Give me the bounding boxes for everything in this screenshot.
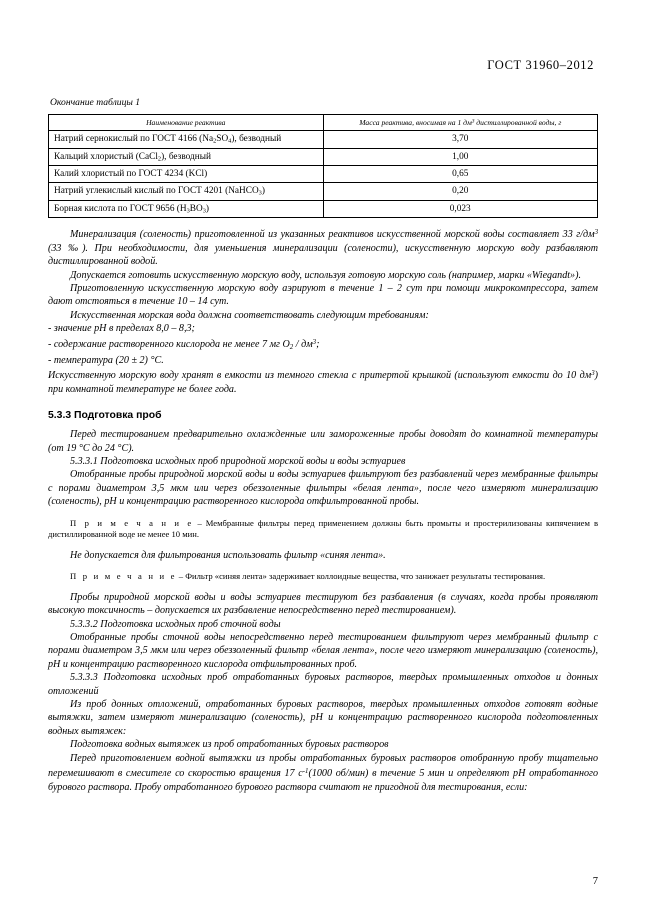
- paragraph-requirements-intro: Искусственная морская вода должна соответствовать следующим требованиям:: [70, 309, 429, 321]
- reagent-name: Натрий углекислый кислый по ГОСТ 4201 (NaHCO$_3$): [49, 183, 324, 201]
- reagent-name: Натрий сернокислый по ГОСТ 4166 $(Na_2SO_4)$, безводный: [49, 131, 324, 149]
- paragraph-extracts: Из проб донных отложений, отработанных буровых растворов, твердых промышленных отходов готовят водные вытяжки, затем измеряют минерализацию (соленость), рН и концентрацию растворенного кислорода подготовленных водных вытяжек:: [48, 699, 598, 737]
- reagents-table: [48, 114, 598, 218]
- reagent-name: Калий хлористый по ГОСТ 4234 (KCl): [49, 166, 324, 183]
- table-row: [49, 183, 598, 201]
- note-label: П р и м е ч а н и е: [70, 571, 177, 582]
- requirement-ph: - значение рН в пределах 8,0 – 8,3;: [48, 323, 195, 335]
- paragraph-extracts-heading: Подготовка водных вытяжек из проб отработанных буровых растворов: [70, 739, 389, 751]
- table-header-row: [49, 115, 598, 131]
- note-text: – Фильтр «синяя лента» задерживает коллоидные вещества, что занижает результаты тестирования.: [176, 571, 546, 582]
- reagent-mass: 1,00: [323, 148, 598, 166]
- paragraph-sea-salt: Допускается готовить искусственную морскую воду, используя готовую морскую соль (например, марки «Wiegandt»).: [70, 269, 581, 281]
- note-membrane-filters: [48, 518, 598, 541]
- paragraph-filtration: Отобранные пробы природной морской воды и воды эстуариев фильтруют без разбавлений через мембранные фильтры с порами диаметром 3,5 мкм или через обеззоленные фильтры «белая лента», после чего измеряют минерализацию (соленость), рН и концентрацию растворенного кислорода отфильтрованной пробы.: [48, 469, 598, 508]
- requirement-temperature: - температура (20 ± 2) °С.: [48, 354, 164, 366]
- requirement-oxygen: - содержание растворенного кислорода не менее 7 мг $О_2 / дм^3$;: [48, 338, 320, 351]
- table-caption: Окончание таблицы 1: [50, 97, 141, 108]
- paragraph-wastewater: Отобранные пробы сточной воды непосредственно перед тестированием фильтруют через мембранный фильтр с порами диаметром 3,5 мкм или через обеззоленный фильтр «белая лента», после чего измеряют минерализацию (соленость), рН и концентрацию растворенного кислорода отфильтрованных проб.: [48, 631, 598, 670]
- note-text: – Мембранные фильтры перед применением должны быть промыты и простерилизованы кипячением в дистиллированной воде не менее 10 мин.: [48, 517, 598, 540]
- paragraph-estuary-testing: Пробы природной морской воды и воды эстуариев тестируют без разбавления (в случаях, когда пробы проявляют высокую токсичность – допускается их разбавление непосредственно перед тестированием).: [48, 591, 598, 617]
- paragraph-aeration: Приготовленную искусственную морскую воду аэрируют в течение 1 – 2 сут при помощи микрокомпрессора, затем дают отстояться в течение 10 – 14 сут.: [48, 283, 598, 308]
- table-row: [49, 131, 598, 149]
- reagent-mass: 0,023: [323, 200, 598, 218]
- paragraph-5333-heading: 5.3.3.3 Подготовка исходных проб отработанных буровых растворов, твердых промышленных отходов и донных отложений: [48, 672, 598, 697]
- table-row: [49, 200, 598, 218]
- reagent-mass: 0,20: [323, 183, 598, 201]
- column-header-mass: Масса реактива, вносимая на 1 $дм^3$ дистиллированной воды, г: [323, 115, 598, 131]
- reagent-name: Борная кислота по ГОСТ 9656 $(H_3BO_3)$: [49, 200, 324, 218]
- note-blue-ribbon: [48, 571, 598, 583]
- reagent-mass: 0,65: [323, 166, 598, 183]
- note-label: П р и м е ч а н и е: [70, 517, 194, 528]
- paragraph-drilling-mud: Перед приготовлением водной вытяжки из пробы отработанных буровых растворов отобранную пробу тщательно перемешивают в смесителе со скоростью вращения 17 $с^{-1}(1000$ об/мин) в течение 5 мин и определяют рН отработанного бурового раствора. Пробу отработанного бурового раствора считают не пригодной для тестирования, если:: [48, 752, 598, 793]
- column-header-name: Наименование реактива: [49, 115, 324, 131]
- paragraph-sample-temp: Перед тестированием предварительно охлажденные или замороженные пробы доводят до комнатной температуры (от 19 °С до 24 °С).: [48, 429, 598, 454]
- page-number: 7: [592, 876, 598, 887]
- paragraph-5331-heading: 5.3.3.1 Подготовка исходных проб природной морской воды и воды эстуариев: [70, 455, 406, 467]
- paragraph-mineralization: Минерализация (соленость) приготовленной из указанных реактивов искусственной морской воды составляет 33 $г/дм^3$ (33 ‰). При необходимости, для уменьшения минерализации (солености), искусственную морскую воду разбавляют дистиллированной водой.: [48, 229, 598, 268]
- reagent-name: Кальций хлористый (CaCl$_2$), безводный: [49, 148, 324, 166]
- paragraph-blue-ribbon: Не допускается для фильтрования использовать фильтр «синяя лента».: [70, 549, 386, 561]
- page-title: ГОСТ 31960–2012: [487, 58, 594, 72]
- section-heading-533: 5.3.3 Подготовка проб: [48, 410, 162, 422]
- table-row: [49, 148, 598, 166]
- reagent-mass: 3,70: [323, 131, 598, 149]
- paragraph-storage: Искусственную морскую воду хранят в емкости из темного стекла с притертой крышкой (используют емкости до 10 $дм^3$) при комнатной температуре не более года.: [48, 370, 598, 395]
- paragraph-5332-heading: 5.3.3.2 Подготовка исходных проб сточной воды: [70, 618, 281, 630]
- table-row: [49, 166, 598, 183]
